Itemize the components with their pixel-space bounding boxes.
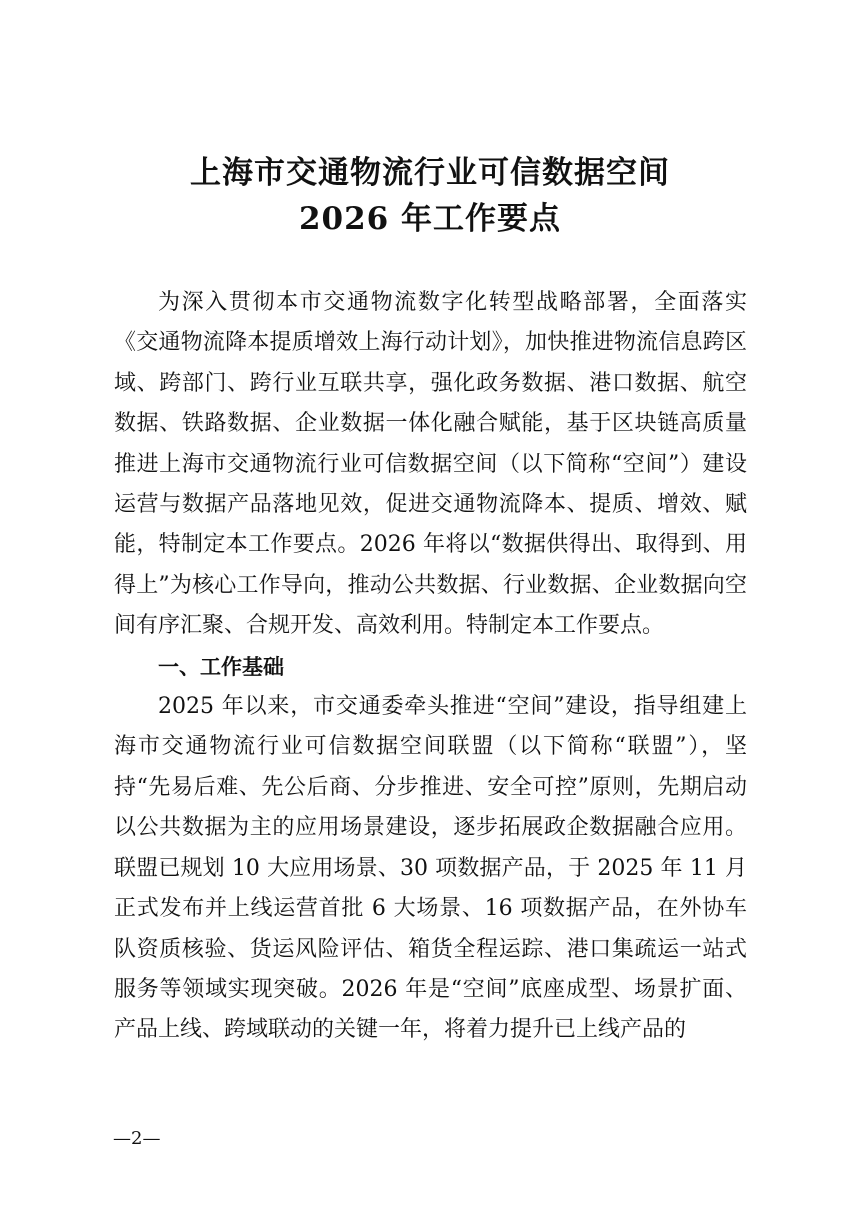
document-title <box>110 150 750 242</box>
page-number: —2— <box>113 1128 161 1149</box>
document-body <box>114 283 747 1051</box>
work-basis-paragraph: 2025 年以来，市交通委牵头推进“空间”建设，指导组建上海市交通物流行业可信数据空间联盟（以下简称“联盟”），坚持“先易后难、先公后商、分步推进、安全可控”原则，先期启动以公共数据为主的应用场景建设，逐步拓展政企数据融合应用。联盟已规划 10 大应用场景、30 项数据产品，于 2025 年 11 月正式发布并上线运营首批 6 大场景、16 项数据产品，在外协车队资质核验、货运风险评估、箱货全程运踪、港口集疏运一站式服务等领域实现突破。2026 年是“空间”底座成型、场景扩面、产品上线、跨域联动的关键一年，将着力提升已上线产品的 <box>114 694 747 1043</box>
intro-paragraph: 为深入贯彻本市交通物流数字化转型战略部署，全面落实《交通物流降本提质增效上海行动计划》，加快推进物流信息跨区域、跨部门、跨行业互联共享，强化政务数据、港口数据、航空数据、铁路数据、企业数据一体化融合赋能，基于区块链高质量推进上海市交通物流行业可信数据空间（以下简称“空间”）建设运营与数据产品落地见效，促进交通物流降本、提质、增效、赋能，特制定本工作要点。2026 年将以“数据供得出、取得到、用得上”为核心工作导向，推动公共数据、行业数据、企业数据向空间有序汇聚、合规开发、高效利用。特制定本工作要点。 <box>114 290 747 639</box>
title-line-2: 2026 年工作要点 <box>298 201 562 237</box>
section-heading-work-basis: 一、工作基础 <box>158 654 284 679</box>
title-line-1: 上海市交通物流行业可信数据空间 <box>190 155 670 191</box>
